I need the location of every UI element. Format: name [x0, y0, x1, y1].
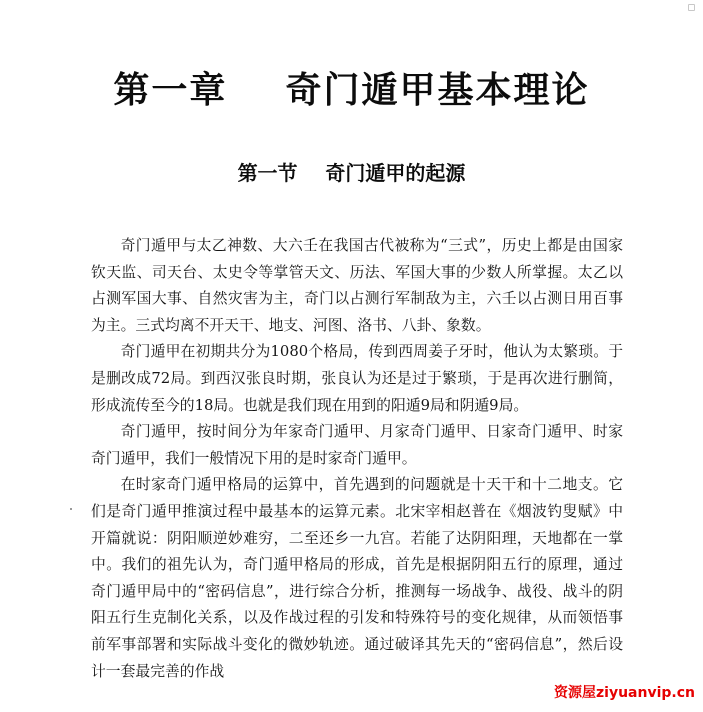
paragraph-3: 奇门遁甲，按时间分为年家奇门遁甲、月家奇门遁甲、日家奇门遁甲、时家奇门遁甲，我们一般情况下用的是时家奇门遁甲。 [91, 423, 623, 467]
watermark: 资源屋ziyuanvip.cn [551, 682, 698, 702]
chapter-title: 第一章 奇门遁甲基本理论 [113, 70, 590, 111]
section-title: 第一节 奇门遁甲的起源 [237, 161, 466, 185]
body-text [91, 233, 623, 685]
paragraph-4: 在时家奇门遁甲格局的运算中，首先遇到的问题就是十天干和十二地支。它们是奇门遁甲推演过程中最基本的运算元素。北宋宰相赵普在《烟波钓叟赋》中开篇就说：阴阳顺逆妙难穷，二至还乡一九宫。若能了达阴阳理，天地都在一掌中。我们的祖先认为，奇门遁甲格局的形成，首先是根据阴阳五行的原理，通过奇门遁甲局中的“密码信息”，进行综合分析，推测每一场战争、战役、战斗的阴阳五行生克制化关系，以及作战过程的引发和特殊符号的变化规律，从而领悟事前军事部署和实际战斗变化的微妙轨迹。通过破译其先天的“密码信息”，然后设计一套最完善的作战 [91, 476, 623, 680]
paragraph-2: 奇门遁甲在初期共分为1080个格局，传到西周姜子牙时，他认为太繁琐。于是删改成72局。到西汉张良时期，张良认为还是过于繁琐，于是再次进行删简，形成流传至今的18局。也就是我们现在用到的阳遁9局和阴遁9局。 [91, 343, 623, 414]
corner-mark [688, 4, 695, 11]
paragraph-1: 奇门遁甲与太乙神数、大六壬在我国古代被称为“三式”，历史上都是由国家钦天监、司天台、太史令等掌管天文、历法、军国大事的少数人所掌握。太乙以占测军国大事、自然灾害为主，奇门以占测行军制敌为主，六壬以占测日用百事为主。三式均离不开天干、地支、河图、洛书、八卦、象数。 [91, 237, 623, 334]
scan-speck [70, 508, 72, 510]
